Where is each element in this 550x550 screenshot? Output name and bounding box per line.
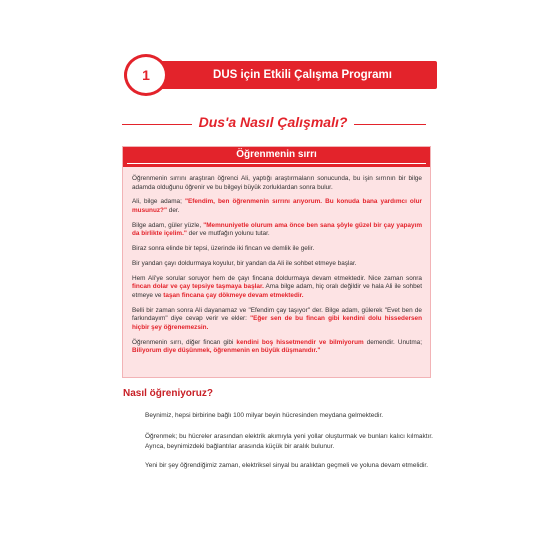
highlighted-text: fincan dolar ve çay tepsiye taşmaya başlar. (132, 283, 264, 291)
highlighted-text: "Memnuniyetle olurum ama önce ben sana şöyle güzel bir çay yapayım da birlikte içelim." (132, 221, 422, 238)
story-box-title: Öğrenmenin sırrı (236, 149, 317, 160)
story-text: Ama bilge adam, hiç oralı değildir ve hala Ali ile sohbet etmeye ve (132, 283, 422, 299)
chapter-number: 1 (142, 67, 150, 83)
story-paragraph (132, 339, 422, 356)
section-divider-left (122, 124, 192, 125)
story-paragraph (132, 307, 422, 333)
story-paragraph (132, 275, 422, 301)
story-text: Hem Ali'ye sorular soruyor hem de çayı fincana doldurmaya devam etmektedir. Nice zaman sonra (132, 274, 422, 282)
story-text: Öğrenmenin sırrı, diğer fincan gibi (132, 338, 237, 346)
story-text: Bilge adam, güler yüzle, (132, 221, 204, 229)
story-paragraph (132, 175, 422, 192)
story-text: Bir yandan çayı doldurmaya koyulur, bir yandan da Ali ile sohbet etmeye başlar. (132, 259, 357, 267)
highlighted-text: taşan fincana çay dökmeye devam etmektedir. (163, 291, 304, 299)
highlighted-text: Biliyorum diye düşünmek, öğrenmenin en büyük düşmanıdır." (132, 347, 321, 355)
story-box-header-rule (127, 163, 426, 164)
chapter-title: DUS için Etkili Çalışma Programı (213, 69, 392, 81)
story-paragraph (132, 260, 422, 269)
story-text: Öğrenmenin sırrını araştıran öğrenci Ali, yaptığı araştırmaların sonucunda, bu işin sırrının bir bilge adamda olduğunu öğrenir ve bu bilgeyi büyük zorluklardan sonra bulur. (132, 175, 422, 191)
section-title: Dus'a Nasıl Çalışmalı? (198, 114, 348, 130)
highlighted-text: "Eğer sen de bu fincan gibi kendini dolu hissedersen hiçbir şey öğrenemezsin. (132, 315, 422, 331)
story-text: der ve mutfağın yolunu tutar. (186, 230, 270, 238)
story-box (122, 146, 431, 378)
paragraph: Yeni bir şey öğrendiğimiz zaman, elektriksel sinyal bu aralıktan geçmeli ve yoluna devam etmelidir. (145, 462, 429, 469)
chapter-number-badge (124, 54, 168, 96)
highlighted-text: "Efendim, ben öğrenmenin sırrını arıyorum. Bu konuda bana yardımcı olur musunuz?" (132, 198, 422, 214)
section-divider-right (354, 124, 426, 125)
story-paragraph (132, 245, 422, 254)
story-paragraph (132, 222, 422, 239)
chapter-banner (124, 61, 437, 89)
story-text: Ali, bilge adama; (132, 198, 185, 206)
story-text: Belli bir zaman sonra Ali dayanamaz ve "Efendim çay taşıyor" der. Bilge adam, gülerek "Evet ben de farkındayım" diye cevap verir ve ekler: (132, 306, 422, 323)
story-paragraph (132, 198, 422, 215)
story-text: Biraz sonra elinde bir tepsi, üzerinde iki fincan ve demlik ile gelir. (132, 245, 315, 253)
story-box-header (123, 147, 430, 167)
story-text: demendir. Unutma; (363, 338, 422, 346)
highlighted-text: kendini boş hissetmendir ve bilmiyorum (236, 338, 364, 346)
paragraph: Beynimiz, hepsi birbirine bağlı 100 milyar beyin hücresinden meydana gelmektedir. (145, 412, 384, 419)
story-box-body (132, 175, 422, 362)
subsection-title: Nasıl öğreniyoruz? (123, 388, 214, 399)
paragraph: Öğrenmek; bu hücreler arasından elektrik akımıyla yeni yollar oluşturmak ve bunları kalıcı kılmaktır. Ayrıca, beynimizdeki bağlantılar arasında küçük bir aralık bulunur. (145, 433, 433, 450)
story-text: der. (166, 206, 180, 214)
